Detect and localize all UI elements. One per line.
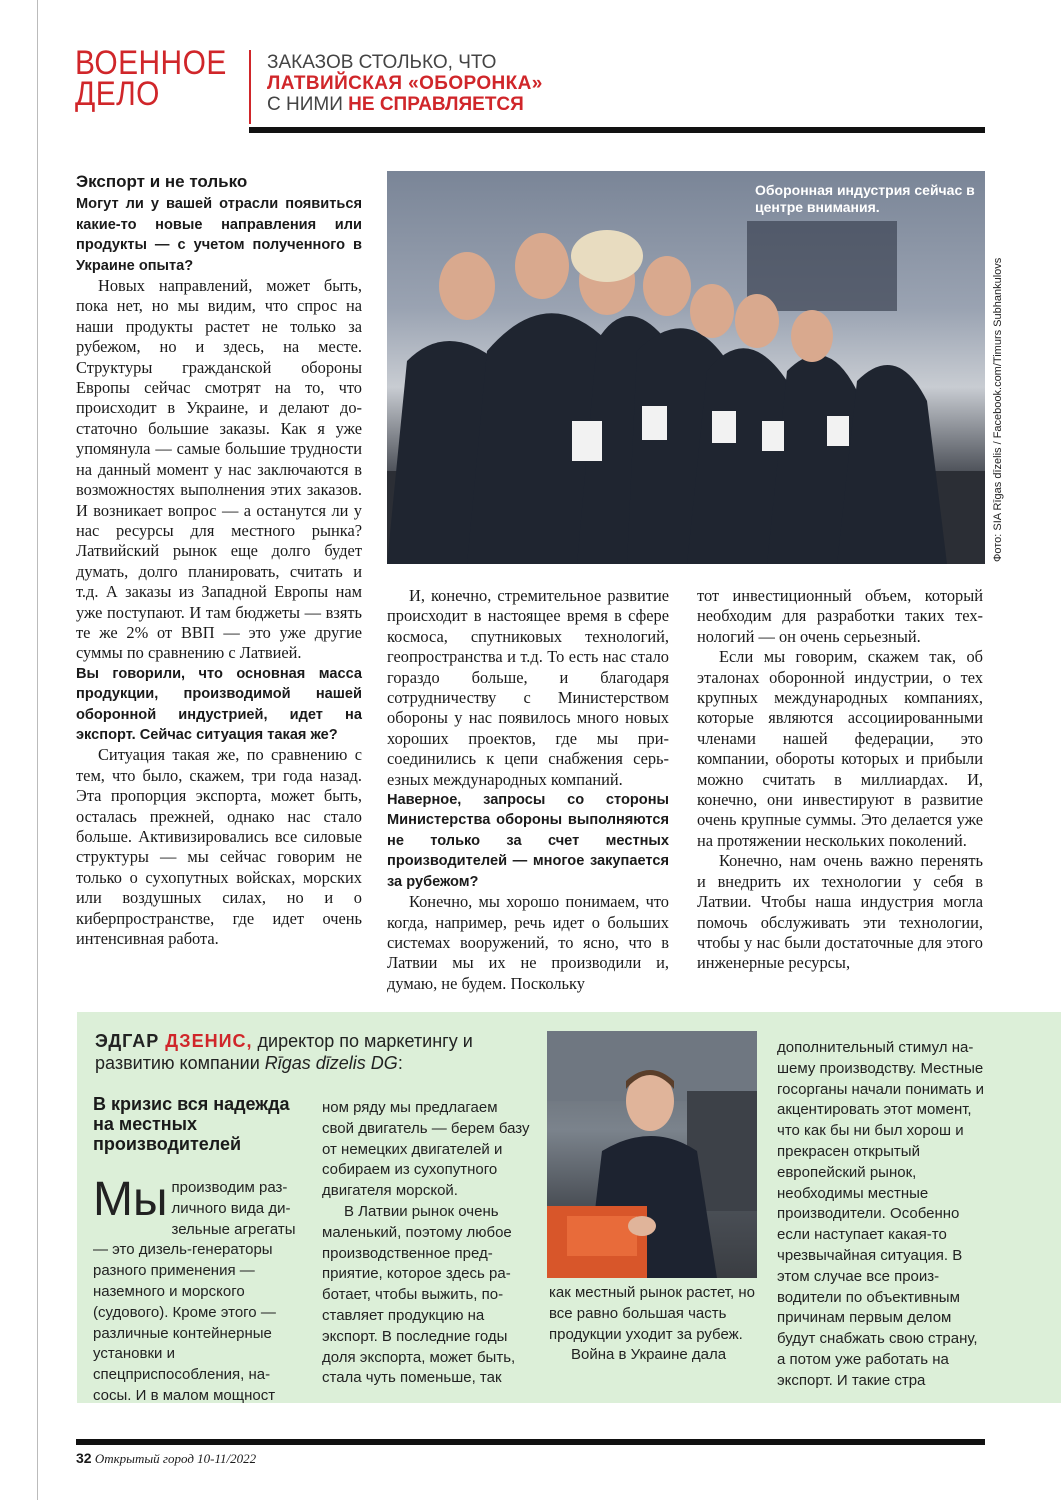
sidebar-byline (95, 1030, 535, 1074)
issue-number: 10-11/2022 (197, 1451, 257, 1466)
photo-caption: Оборонная индустрия сейчас в центре внимания. (755, 182, 975, 215)
headline-line3b: НЕ СПРАВЛЯЕТСЯ (348, 94, 524, 115)
answer-4: Если мы говорим, скажем так, об эталонах оборонной индустрии, о тех крупных международных компаниях, которые являются ассоциированными членами нашей федерации, это компании, обороты которых и прибыли можно считать в миллиардах. И, конечно, они инвестируют в развитие очень крупные суммы. Это делается уже на протяжении нескольких поколений. (697, 647, 983, 850)
sidebar-subhead: В кризис вся надежда на местных производителей (93, 1094, 290, 1154)
photo-credit-text: Фото: SIA Rīgas dīzelis / Facebook.com/Timurs Subhankulovs (992, 257, 1004, 562)
headline-line2: ЛАТВИЙСКАЯ «ОБОРОНКА» (267, 73, 543, 94)
question-1: Могут ли у вашей отрасли появиться какие-то новые направления или продукты — с учетом полученного в Украине опыта? (76, 196, 362, 274)
conference-photo (387, 171, 985, 564)
page-number: 32 (76, 1450, 92, 1466)
sidebar-company: Rīgas dīzelis DG (264, 1053, 398, 1073)
rubric-separator (249, 50, 251, 124)
sidebar-column-3 (549, 1283, 757, 1366)
article-column-3 (697, 586, 983, 974)
rubric (75, 44, 227, 113)
article-column-1 (76, 172, 362, 949)
answer-2: Ситуация такая же, по сравнению с тем, что было, скажем, три года назад. Эта пропорция экспорта, может быть, осталась прежней, однако нас стало больше. Активизировались все силовые структуры — мы сейчас говорим не только о сухопутных войсках, морских или воздушных силах, но и о киберпространстве, где идет очень интенсивная работа. (76, 745, 362, 949)
headline-line1: ЗАКАЗОВ СТОЛЬКО, ЧТО (267, 52, 497, 73)
rubric-line1: ВОЕННОЕ (75, 44, 227, 82)
question-3: Наверное, запросы со стороны Министерства обороны выполняются не только за счет местных производителей — многое закупается за рубежом? (387, 792, 669, 890)
rubric-line2: ДЕЛО (75, 75, 160, 113)
photo-credit (990, 222, 1006, 562)
header-rule (249, 127, 985, 133)
answer-2-continued: И, конечно, стремительное развитие происходит в настоящее время в сфере космоса, спутниковых технологий, геопространства и т.д. То есть нас стало гораздо больше, и благодаря сотрудничеству с Министерством обороны у нас появилось много новых хороших проектов, где мы присоединились к цепи снабжения серьезных международных компаний. (387, 586, 669, 789)
article-column-2 (387, 586, 669, 994)
sidebar-name-last: ДЗЕНИС, (165, 1031, 253, 1051)
sidebar-paragraph-3-cont: дополнительный стимул нашему производству. Местные госорганы начали понимать и акцентировать этот момент, что как бы ни был хорош и прекрасен открытый европейский рынок, необходимы местные производители. Особенно если наступает какая-то чрезвычайная ситуация. В этом случае все производители по объективным причинам первым делом будут снабжать свою страну, а потом уже работать на экспорт. И такие стра (777, 1039, 984, 1389)
answer-5: Конечно, нам очень важно перенять и внедрить их технологии у себя в Латвии. Чтобы наша индустрия могла помочь обслуживать эти технологии, чтобы у нас были достаточные для этого инженерные ресурсы, (697, 851, 983, 973)
headline-line3a: С НИМИ (267, 94, 349, 115)
conference-photo-illustration (387, 171, 985, 564)
sidebar-paragraph-3: Война в Украине дала (571, 1346, 727, 1364)
answer-3: Конечно, мы хорошо понимаем, что когда, например, речь идет о больших системах вооружений, то ясно, что в Латвии мы их не производили и, думаю, не будем. Поскольку (387, 892, 669, 993)
answer-1: Новых направлений, может быть, пока нет, но мы видим, что спрос на наши продукты растет не только за рубежом, но и здесь, на месте. Структуры гражданской обороны Европы сейчас смотрят на то, что происходит в Украине, и делают достаточно большие заказы. Как я уже упомянула — самые большие трудности на данный момент у нас заключаются в возможностях выполнения этих заказов. И возникает вопрос — а останутся ли у нас ресурсы для местного рынка? Латвийский рынок еще долго будет думать, долго планировать, считать и т.д. А заказы из Западной Европы нам уже поступают. И там бюджеты — взять те же 2% от ВВП — это уже другие суммы по сравнению с Латвией. (76, 276, 362, 663)
sidebar-role: директор по маркетингу и развитию компании (95, 1031, 473, 1073)
headline (267, 52, 687, 115)
sidebar-portrait-photo (547, 1031, 757, 1278)
sidebar-paragraph-1-cont: ном ряду мы предлагаем свой двигатель — берем базу от немецких двигателей и собираем из сухопутного двигателя морской. (322, 1099, 530, 1200)
sidebar-column-1 (93, 1173, 303, 1407)
sidebar-paragraph-2-cont: как местный рынок растет, но все равно большая часть продукции уходит за рубеж. (549, 1284, 755, 1343)
sidebar-portrait-illustration (547, 1031, 757, 1278)
section-subhead: Экспорт и не только (76, 172, 248, 191)
footer (76, 1450, 256, 1467)
answer-3-continued: тот инвестиционный объем, который необходим для разработки таких технологий — он очень серьезный. (697, 586, 983, 646)
footer-rule (76, 1439, 985, 1445)
sidebar-colon: : (397, 1053, 403, 1073)
publication-name: Открытый город (94, 1451, 194, 1466)
sidebar-dropcap: Мы (93, 1173, 168, 1226)
sidebar-column-4 (777, 1038, 985, 1392)
sidebar-paragraph-2: В Латвии рынок очень маленький, поэтому любое производственное предприятие, которое здесь работает, чтобы выжить, поставляет продукцию на экспорт. В последние годы доля экспорта, может быть, стала чуть поменьше, так (322, 1202, 516, 1387)
sidebar-column-2 (322, 1098, 530, 1389)
sidebar-paragraph-1: производим различного вида дизельные агрегаты — это дизель-генераторы разного применения — наземного и морского (судового). Кроме этого — различные контейнерные установки и спецприспособления, насосы. И в малом мощност (93, 1179, 296, 1404)
question-2: Вы говорили, что основная масса продукции, производимой нашей оборонной индустрией, идет на экспорт. Сейчас ситуация такая же? (76, 665, 362, 743)
left-margin-line (37, 0, 38, 1500)
sidebar-name-first: ЭДГАР (95, 1031, 166, 1051)
